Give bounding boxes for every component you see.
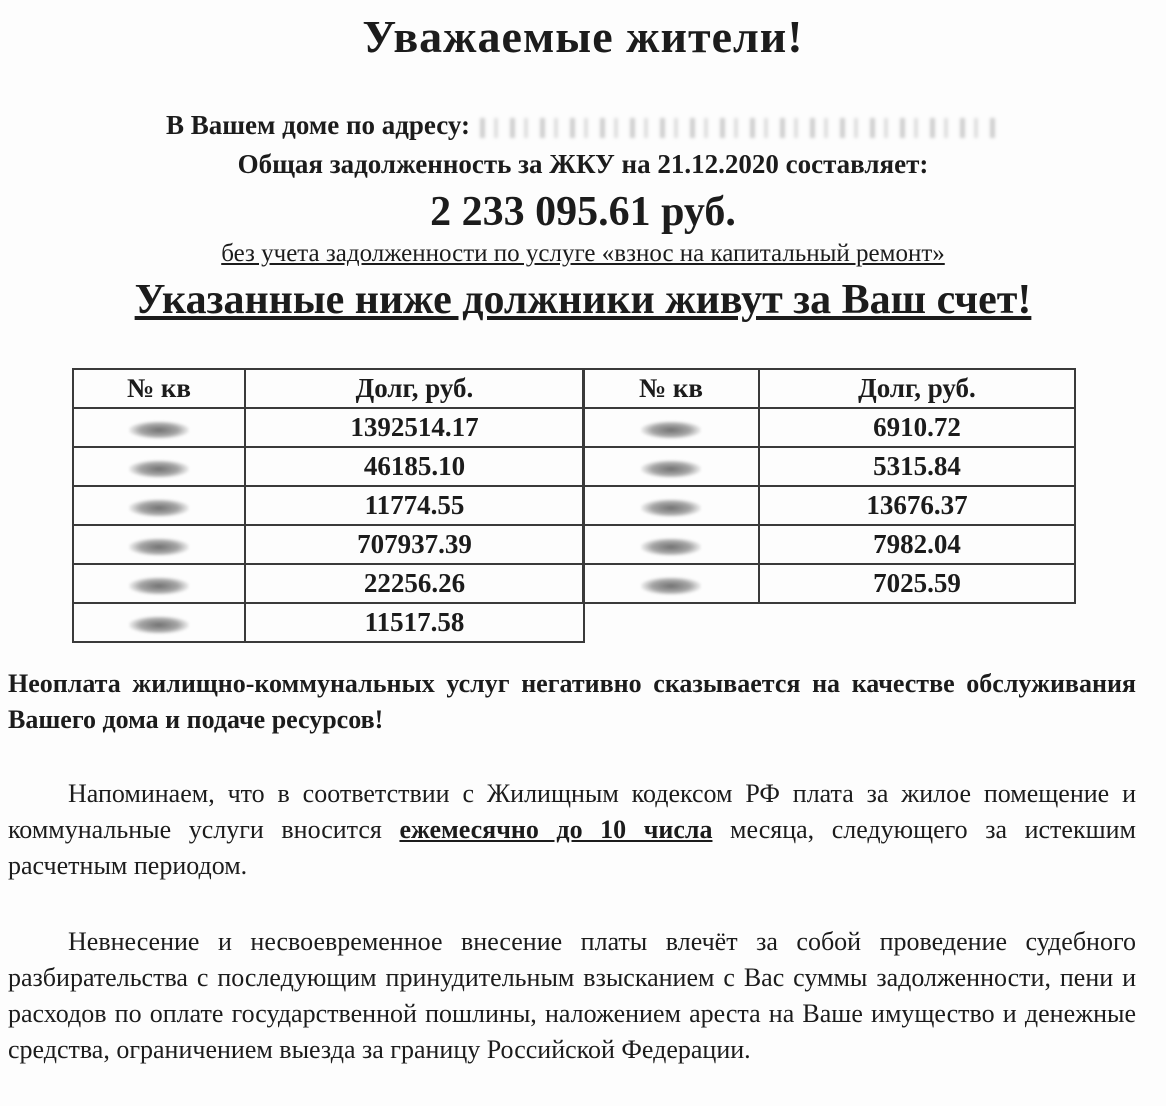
table-header-row (73, 369, 584, 408)
consequences-paragraph: Невнесение и несвоевременное внесение платы влечёт за собой проведение судебного разбирательства с последующим принудительным взысканием с Вас суммы задолженности, пени и расходов по оплате государственной пошлины, наложением ареста на Ваше имущество и денежные средства, ограничением выезда за границу Российской Федерации. (8, 927, 1136, 1064)
debt-value: 7982.04 (759, 525, 1075, 564)
table-row (583, 564, 1075, 603)
page-title: Уважаемые жители! (362, 11, 804, 62)
apt-number-redacted (583, 525, 759, 564)
apt-number-redacted (73, 564, 245, 603)
debt-value: 22256.26 (245, 564, 584, 603)
address-label: В Вашем доме по адресу: (165, 110, 470, 140)
debt-value: 11774.55 (245, 486, 584, 525)
debtors-table-left (72, 368, 585, 643)
total-debt-amount: 2 233 095.61 руб. (430, 189, 736, 235)
debt-value: 6910.72 (759, 408, 1075, 447)
table-row (73, 408, 584, 447)
service-quality-warning: Неоплата жилищно-коммунальных услуг негативно сказывается на качестве обслуживания Вашего дома и подаче ресурсов! (8, 669, 1136, 734)
apt-number-redacted (73, 486, 245, 525)
apt-number-redacted (73, 603, 245, 642)
debt-value: 1392514.17 (245, 408, 584, 447)
capital-repair-note: без учета задолженности по услуге «взнос на капитальный ремонт» (221, 240, 945, 267)
payment-deadline: ежемесячно до 10 числа (399, 815, 713, 844)
debtors-warning: Указанные ниже должники живут за Ваш счет! (134, 277, 1032, 323)
table-row (583, 447, 1075, 486)
total-debt-caption: Общая задолженность за ЖКУ на 21.12.2020 составляет: (237, 149, 929, 179)
debtors-table-right (582, 368, 1076, 604)
apt-number-redacted (583, 564, 759, 603)
apt-header: № кв (73, 369, 245, 408)
payment-reminder (8, 776, 1136, 884)
apt-number-redacted (583, 486, 759, 525)
debt-value: 46185.10 (245, 447, 584, 486)
address-line (0, 110, 1166, 141)
table-header-row (583, 369, 1075, 408)
apt-number-redacted (73, 525, 245, 564)
debt-header: Долг, руб. (759, 369, 1075, 408)
payment-reminder-text: Напоминаем, что в соответствии с Жилищным кодексом РФ плата за жилое помещение и коммунальные услуги вносится (8, 779, 1136, 844)
debt-value: 7025.59 (759, 564, 1075, 603)
debt-value: 5315.84 (759, 447, 1075, 486)
debt-header: Долг, руб. (245, 369, 584, 408)
redacted-address (480, 118, 1000, 138)
table-row (73, 447, 584, 486)
apt-header: № кв (583, 369, 759, 408)
debt-value: 13676.37 (759, 486, 1075, 525)
apt-number-redacted (73, 408, 245, 447)
table-row (73, 525, 584, 564)
debt-value: 707937.39 (245, 525, 584, 564)
debt-value: 11517.58 (245, 603, 584, 642)
table-row (73, 564, 584, 603)
payment-reminder-tail: месяца, следующего за истекшим расчетным периодом. (8, 815, 1136, 880)
table-row (583, 486, 1075, 525)
table-row (73, 486, 584, 525)
table-row (583, 408, 1075, 447)
table-row (73, 603, 584, 642)
apt-number-redacted (583, 447, 759, 486)
apt-number-redacted (583, 408, 759, 447)
apt-number-redacted (73, 447, 245, 486)
table-row (583, 525, 1075, 564)
